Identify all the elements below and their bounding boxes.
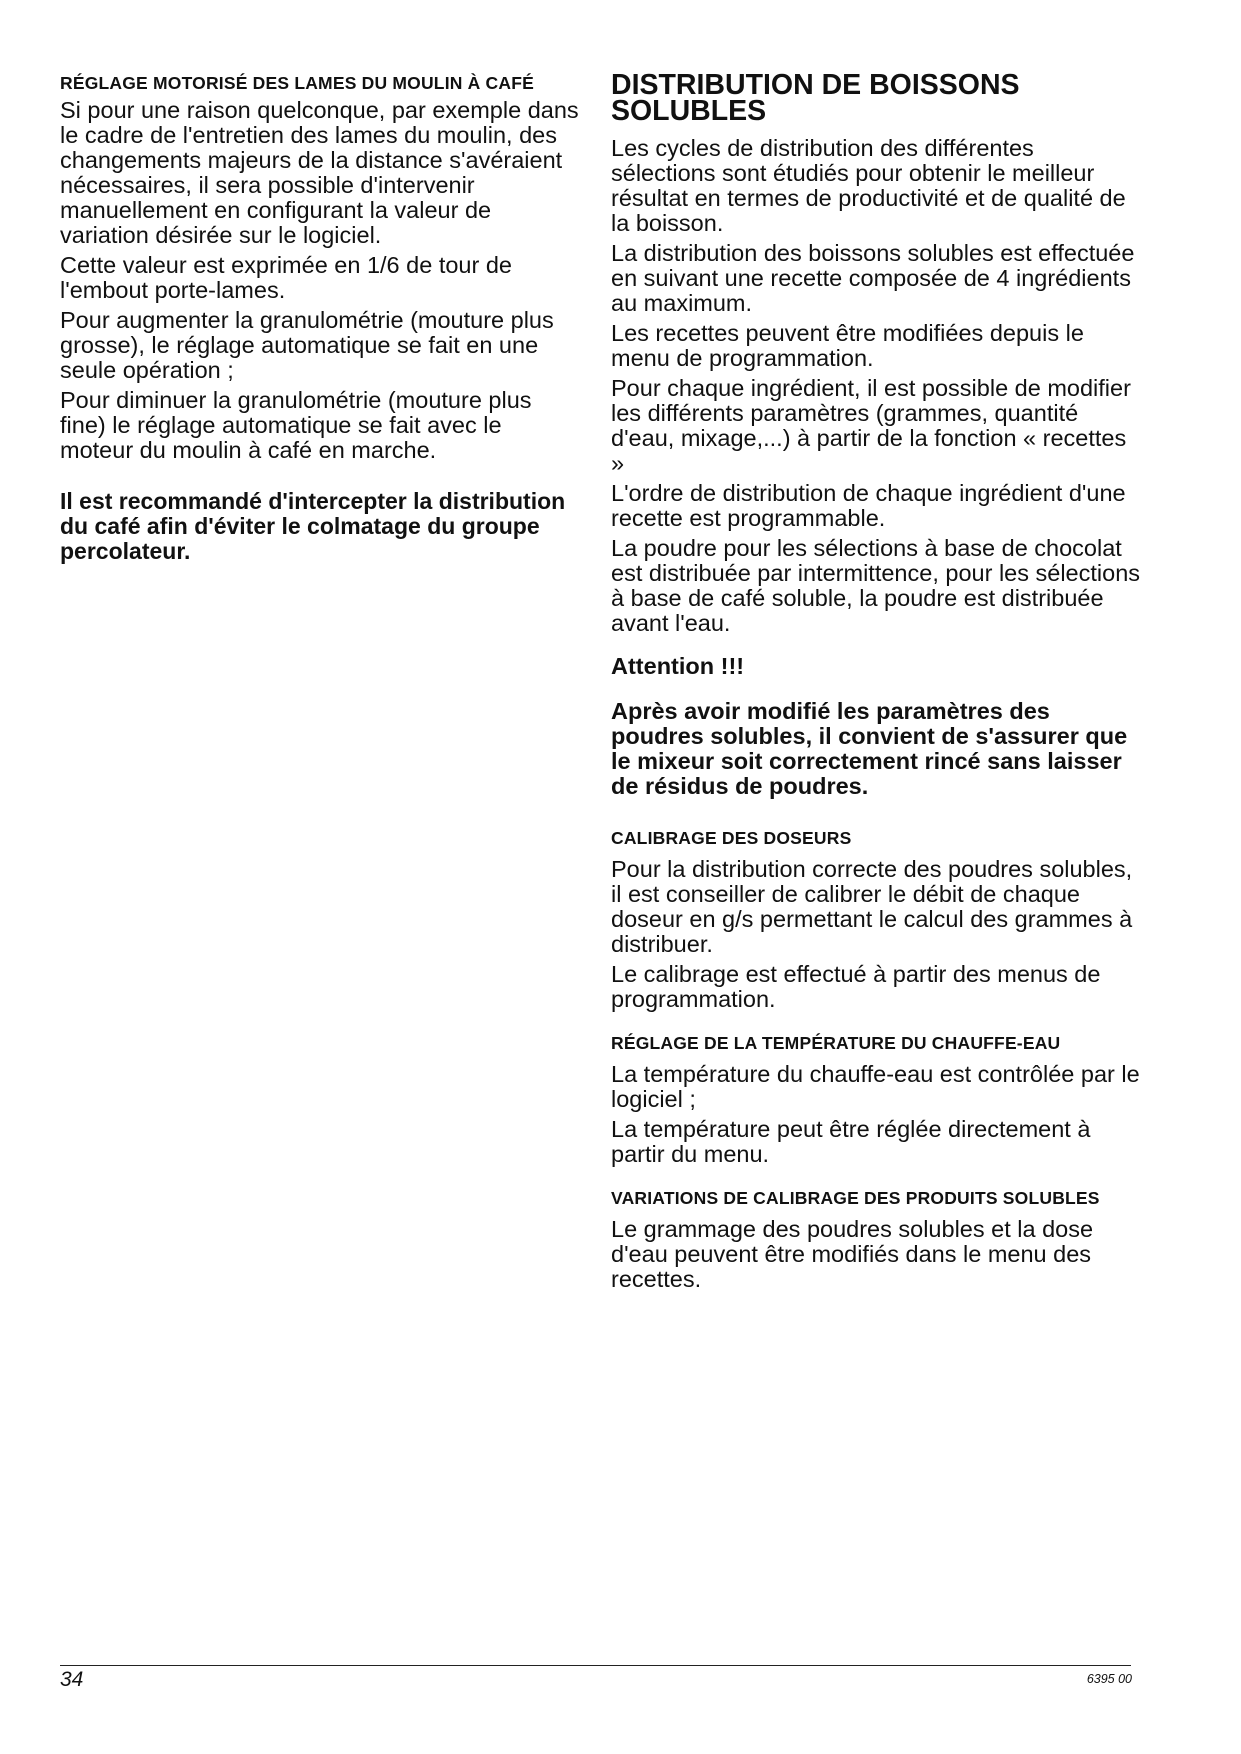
paragraph: La température du chauffe-eau est contrôlée par le logiciel ; — [611, 1061, 1140, 1112]
paragraph: La température peut être réglée directement à partir du menu. — [611, 1116, 1091, 1167]
paragraph: La distribution des boissons solubles est effectuée en suivant une recette composée de 4 ingrédients au maximum. — [611, 240, 1135, 316]
attention-label: Attention !!! — [611, 653, 745, 679]
paragraph: Cette valeur est exprimée en 1/6 de tour de l'embout porte-lames. — [60, 252, 512, 303]
left-column — [60, 72, 580, 569]
paragraph: L'ordre de distribution de chaque ingrédient d'une recette est programmable. — [611, 480, 1126, 531]
section-title-soluble-drinks: DISTRIBUTION DE BOISSONS SOLUBLES — [611, 69, 1020, 127]
section-heading-grinder-blades: RÉGLAGE MOTORISÉ DES LAMES DU MOULIN À CAFÉ — [60, 73, 534, 93]
paragraph: Pour la distribution correcte des poudres solubles, il est conseiller de calibrer le débit de chaque doseur en g/s permettant le calcul des grammes à distribuer. — [611, 856, 1133, 957]
subsection-heading-variations: VARIATIONS DE CALIBRAGE DES PRODUITS SOLUBLES — [611, 1188, 1100, 1208]
paragraph: Pour diminuer la granulométrie (mouture plus fine) le réglage automatique se fait avec le moteur du moulin à café en marche. — [60, 387, 532, 463]
footer-divider — [60, 1665, 1131, 1666]
paragraph: La poudre pour les sélections à base de chocolat est distribuée par intermittence, pour les sélections à base de café soluble, la poudre est distribuée avant l'eau. — [611, 535, 1141, 636]
page-number: 34 — [60, 1668, 84, 1691]
right-column — [611, 69, 1141, 1297]
paragraph: Le grammage des poudres solubles et la dose d'eau peuvent être modifiés dans le menu des recettes. — [611, 1216, 1094, 1292]
warning-note: Il est recommandé d'intercepter la distribution du café afin d'éviter le colmatage du groupe percolateur. — [60, 488, 566, 564]
paragraph: Les recettes peuvent être modifiées depuis le menu de programmation. — [611, 320, 1084, 371]
paragraph: Les cycles de distribution des différentes sélections sont étudiés pour obtenir le meilleur résultat en termes de productivité et de qualité de la boisson. — [611, 135, 1126, 236]
document-code: 6395 00 — [1086, 1672, 1132, 1686]
subsection-heading-calibration: CALIBRAGE DES DOSEURS — [611, 828, 852, 848]
paragraph: Pour augmenter la granulométrie (mouture plus grosse), le réglage automatique se fait en une seule opération ; — [60, 307, 554, 383]
paragraph: Si pour une raison quelconque, par exemple dans le cadre de l'entretien des lames du moulin, des changements majeurs de la distance s'avéraient nécessaires, il sera possible d'intervenir manuellement en configurant la valeur de variation désirée sur le logiciel. — [60, 97, 579, 248]
paragraph: Le calibrage est effectué à partir des menus de programmation. — [611, 961, 1101, 1012]
paragraph: Pour chaque ingrédient, il est possible de modifier les différents paramètres (grammes, quantité d'eau, mixage,...) à partir de la fonction « recettes » — [611, 375, 1131, 476]
subsection-heading-temperature: RÉGLAGE DE LA TEMPÉRATURE DU CHAUFFE-EAU — [611, 1033, 1061, 1053]
attention-text: Après avoir modifié les paramètres des poudres solubles, il convient de s'assurer que le mixeur soit correctement rincé sans laisser de résidus de poudres. — [611, 698, 1128, 799]
